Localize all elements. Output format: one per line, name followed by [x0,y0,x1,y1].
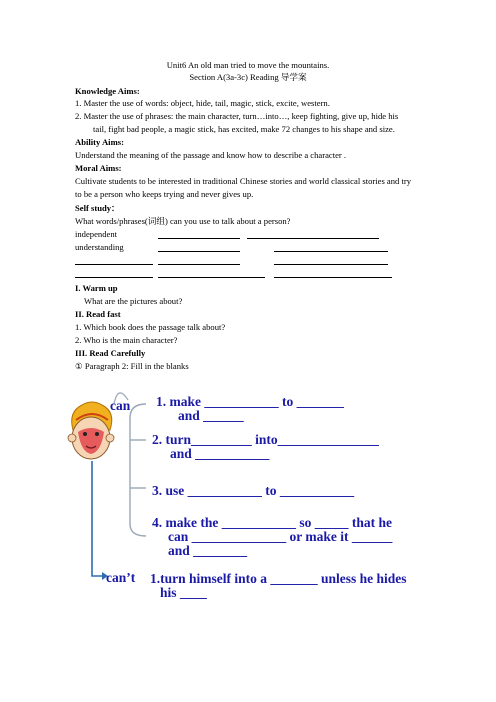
read-fast-heading: II. Read fast [75,309,121,319]
worksheet-subtitle: Section A(3a-3c) Reading 导学案 [189,72,307,82]
can-item-2-line-2: and ___________ [170,446,270,461]
knowledge-aims-heading: Knowledge Aims: [75,86,140,96]
cant-item-1-line-1: 1.turn himself into a _______ unless he hides [150,571,407,586]
cant-arrow [92,461,104,576]
cant-label: can’t [106,570,136,585]
can-item-4-line-3: and ________ [168,543,248,558]
warm-up-heading: I. Warm up [75,283,118,293]
worksheet-title: Unit6 An old man tried to move the mountains. [166,60,330,70]
cant-item-1-line-2: his ____ [160,585,207,600]
self-study-heading: Self study： [75,203,120,213]
can-item-2-line-1: 2. turn_________ into_______________ [152,432,379,447]
read-carefully-heading: III. Read Carefully [75,348,146,358]
self-study-word-1: independent [75,229,117,239]
can-item-4-line-2: can ______________ or make it ______ [168,529,393,544]
can-label: can [110,398,131,413]
can-item-3-line-1: 3. use ___________ to ___________ [152,483,355,498]
can-item-1-line-2: and ______ [178,408,244,423]
can-item-1-line-1: 1. make ___________ to _______ [156,394,344,409]
brace-line [130,404,146,536]
knowledge-item-2-cont: tail, fight bad people, a magic stick, has excited, make 72 changes to his shape and size. [93,124,395,134]
knowledge-item-1: 1. Master the use of words: object, hide, tail, magic, stick, excite, western. [75,98,330,108]
moral-aims-line-1: Cultivate students to be interested in traditional Chinese stories and world classical stories and try [75,176,412,186]
read-fast-question-2: 2. Who is the main character? [75,335,178,345]
ability-aims-heading: Ability Aims: [75,137,124,147]
paragraph-2-instruction: ① Paragraph 2: Fill in the blanks [75,361,189,371]
self-study-word-2: understanding [75,242,124,252]
knowledge-item-2: 2. Master the use of phrases: the main character, turn…into…, keep fighting, give up, hide his [75,111,399,121]
read-fast-question-1: 1. Which book does the passage talk about? [75,322,226,332]
ability-aims-text: Understand the meaning of the passage and know how to describe a character . [75,150,347,160]
warm-up-question: What are the pictures about? [84,296,183,306]
moral-aims-heading: Moral Aims: [75,163,122,173]
monkey-king-face-icon [68,402,114,459]
self-study-question: What words/phrases(词组) can you use to talk about a person? [75,216,291,226]
can-item-4-line-1: 4. make the ___________ so _____ that he [152,515,392,530]
moral-aims-line-2: to be a person who keeps trying and never gives up. [75,189,254,199]
